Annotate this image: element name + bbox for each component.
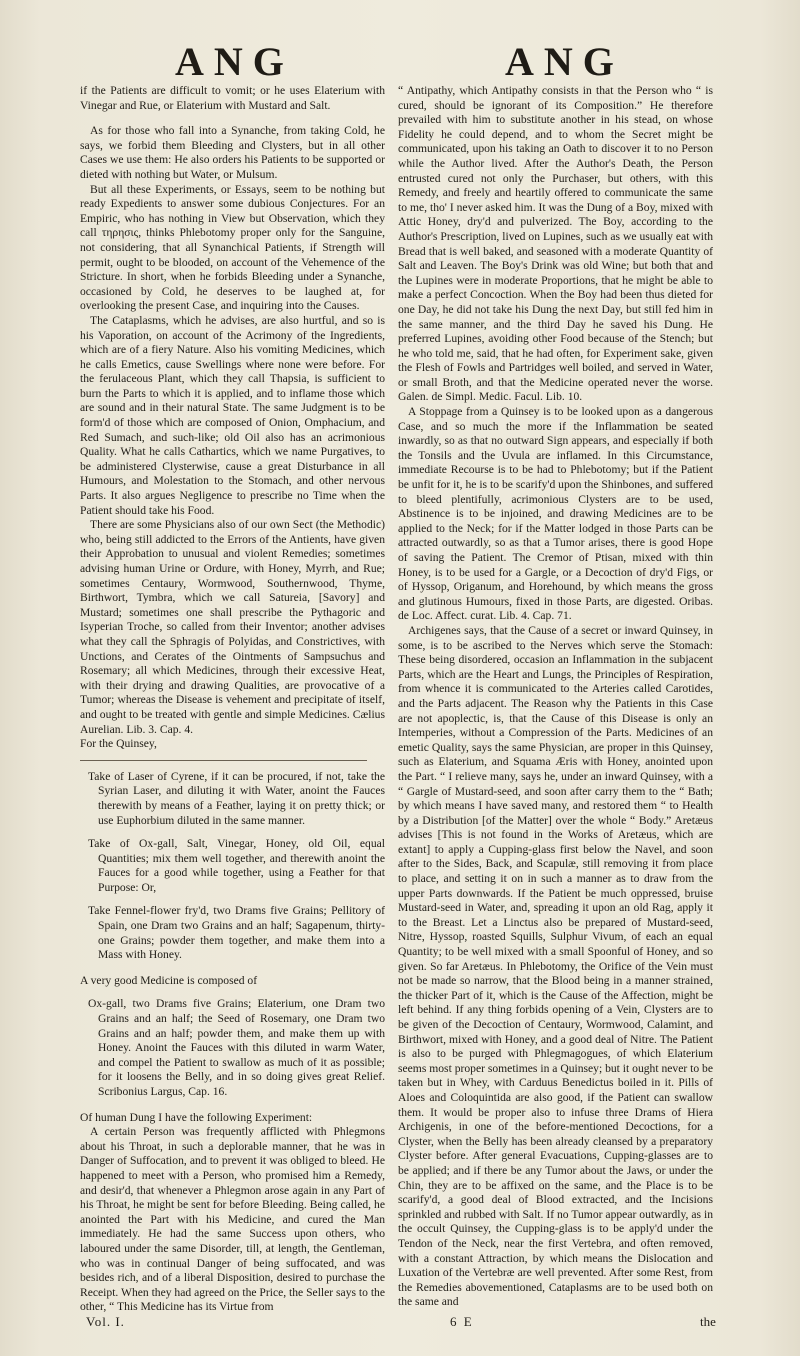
page-footer — [0, 1310, 800, 1334]
rule-divider — [80, 760, 367, 761]
paragraph: A certain Person was frequently afflicted with Phlegmons about his Throat, in such a deplorable manner, that he was in Danger of Suffocation, and to prevent it was obliged to bleed. He happened to meet with a Person, who promised him a Remedy, and desir'd, that whenever a Phlegmon arose again in any Part of his Throat, he might be sent for before Bleeding. Being called, he anointed the Part with his Medicine, and cured the Man immediately. He had the same Success upon others, who laboured under the same Disorder, till, at length, the Gentleman, who was in continual Danger of being suffocated, and was besides rich, and of a liberal Disposition, desired to purchase the Receipt. When they had agreed on the Price, the Seller says to the other, “ This Medicine has its Virtue from — [80, 1125, 385, 1314]
paragraph: “ Antipathy, which Antipathy consists in that the Person who “ is cured, should be ignorant of its Composition.” He therefore prevailed with him to substitute another in his stead, on whose Fidelity he could depend, and to whom the Secret might be communicated, upon his taking an Oath to discover it to no Person while the Author lived. After the Author's Death, the Person entrusted cured not only the Purchaser, but others, with this Remedy, and freely and heartily offered to communicate the same to me, tho' I never asked him. It was the Dung of a Boy, mixed with Attic Honey, dry'd and pulverized. The Boy, according to the Author's Prescription, lived on Lupines, such as we usually eat with Bread that is well baked, and seasoned with a moderate Quantity of Salt and Leaven. The Boy's Drink was old Wine; but both that and the Lupines were in moderate Proportions, that he might be able to make a perfect Concoction. When the Boy had been thus dieted for one Day, he did not take his Dung the next Day, but still fed him in the same manner, and the third Day he saved his Dung. He preferred Lupines, avoiding other Food because of the Stench; but he who told me, said, that he had often, for Experiment sake, given the Flesh of Fowls and Partridges well boiled, and served in Water, or small Broth, and that the Medicine operated never the worse. Galen. de Simpl. Medic. Facul. Lib. 10. — [398, 84, 713, 404]
right-column — [398, 84, 713, 1309]
left-column — [80, 84, 385, 1314]
recipe-paragraph: Take of Ox-gall, Salt, Vinegar, Honey, old Oil, equal Quantities; mix them well together, and therewith anoint the Fauces for a good while together, using a Feather for that Purpose: Or, — [88, 837, 385, 894]
paragraph: For the Quinsey, — [80, 737, 157, 751]
paragraph: if the Patients are difficult to vomit; or he uses Elaterium with Vinegar and Rue, or Elaterium with Mustard and Salt. — [80, 84, 385, 112]
running-head — [0, 40, 800, 84]
headword-left: ANG — [175, 39, 294, 84]
paragraph: Archigenes says, that the Cause of a secret or inward Quinsey, in some, is to be ascribed to the Nerves which serve the Stomach: These being disordered, occasion an Inflammation in the subjacent Parts, which are the Heart and Lungs, the Principles of Respiration, from whence it is communicated to the Arteries called Carotides, and the Parts adjacent. The Reason why the Patients in this Case are not apoplectic, is, that the Cause of this Disease is only an Intemperies, without a Compression of the Parts. Medicines of an emetic Quality, says the same Physician, are proper in this Quinsey, such as Elaterium, and Squama Æris with Honey, anointed upon the Part. “ I relieve many, says he, under an inward Quinsey, with a “ Gargle of Mustard-seed, and soon after carry them to the “ Bath; by which means I have saved many, and restored them “ to Health by a Distribution [of the Matter] over the whole “ Body.” Aretæus advises [This is not found in the Works of Aretæus, which are extant] to apply a Cupping-glass first below the Navel, and soon after to the Sides, Back, and Scapulæ, still removing it from place to place, and setting it on in such a manner as to draw from the upper Parts downwards. If the Patient be much oppressed, bruise Mustard-seed in Water, and, spreading it upon an old Rag, apply it to the Breast. Let a Linctus also be prepared of Mustard-seed, Nitre, Hyssop, roasted Squills, Sulphur Vivum, of each an equal Quantity; to be well mixed with a small Spoonful of Honey, and so given. So far Aretæus. In Phlebotomy, the Orifice of the Vein must not be made so narrow, that the Blood being in a manner strained, the thicker Part of it, which is the Cause of the Affection, might be left behind. If any thing forbids opening of a Vein, Clysters are to be given of the Decoction of Centaury, Wormwood, Calamint, and Birthwort, mixed with Honey, and a good deal of Nitre. The Patient is also to be purged with Phlegmagogues, of which Elaterium seems most proper sometimes in a Quinsey; but it ought never to be taken but in Whey, with Carduus Benedictus boiled in it. Pills of Aloes and Coloquintida are also good, if the Patient can swallow them. It would be proper also to infuse three Drams of Hiera Archigenis, in one of the before-mentioned Decoctions, for a Clyster, when the Belly has been already cleansed by a preparatory Clyster before. After general Evacuations, Cupping-glasses are to be applied; and if there be any Tumor about the Jaws, or under the Chin, they are to be affixed on the same, and the Place is to be scarify'd, a good deal of Blood extracted, and the Incisions sprinkled and rubbed with Salt. If no Tumor appear outwardly, as in the occult Quinsey, the Cupping-glass is to be apply'd under the Tendon of the Neck, near the first Vertebra, and often removed, with a constant Attraction, by which means the Dislocation and Luxation of the Vertebræ are well prevented. After some Rest, from the Remedies abovementioned, Cataplasms are to be used both on the same and — [398, 623, 713, 1309]
headword-right: ANG — [505, 39, 624, 84]
paragraph: A Stoppage from a Quinsey is to be looked upon as a dangerous Case, and so much the more if the Inflammation be seated inwardly, so as that no outward Sign appears, and especially if both the Tonsils and the Uvula are inflamed. In this Circumstance, immediate Recourse is to be had to Phlebotomy; but if the Patient be unfit for it, he is to be scarify'd upon the Shinbones, and suffered to bleed plentifully, acrimonious Clysters are to be used, Abstinence is to be injoined, and drawing Medicines are to be applied to the Neck; for if the Matter lodged in those Parts can be attracted outwardly, so as that a Tumor arises, there is good Hope of saving the Patient. The Cremor of Ptisan, mixed with thin Honey, is to be used for a Gargle, or a Decoction of dry'd Figs, or of Hyssop, Origanum, and Horehound, by which means the gross and glutinous Humours, fixed in those Parts, are digested. Oribas. de Loc. Affect. curat. Lib. 4. Cap. 71. — [398, 405, 713, 623]
paragraph: Of human Dung I have the following Experiment: — [80, 1110, 313, 1124]
paragraph: A very good Medicine is composed of — [80, 973, 258, 987]
recipe-paragraph: Take of Laser of Cyrene, if it can be procured, if not, take the Syrian Laser, and diluting it with Water, anoint the Fauces therewith by means of a Feather, laying it on pretty thick; or use Euphorbium diluted in the same manner. — [88, 769, 385, 827]
recipe-paragraph: Ox-gall, two Drams five Grains; Elaterium, one Dram two Grains and an half; the Seed of Rosemary, one Dram two Grains and an half; powder them, and make them up with Honey. Anoint the Fauces with this diluted in warm Water, and compel the Patient to swallow as much of it as possible; for it loosens the Belly, and in so doing gives great Relief. Scribonius Largus, Cap. 16. — [88, 997, 385, 1098]
paragraph: But all these Experiments, or Essays, seem to be nothing but ready Expedients to answer some dubious Conjectures. For an Empiric, who has nothing in View but Observation, which they call τηρησις, thinks Phlebotomy proper only for the Sanguine, not considering, that all Synanchical Patients, if Strength will permit, ought to be blooded, on account of the Vehemence of the Stricture. In short, when he forbids Bleeding under a Synanche, occasioned by Cold, he deserves to be laughed at, for overlooking the present Case, and inquiring into the Causes. — [80, 182, 385, 313]
recipe-paragraph: Take Fennel-flower fry'd, two Drams five Grains; Pellitory of Spain, one Dram two Grains and an half; Sagapenum, thirty-one Grains; powder them together, and make them into a Mass with Honey. — [88, 904, 385, 962]
paragraph: As for those who fall into a Synanche, from taking Cold, he says, we forbid them Bleeding and Clysters, but in all other Cases we use them: He also orders his Patients to be supported or dieted with nothing but Water, or Mulsum. — [80, 124, 385, 181]
paragraph: There are some Physicians also of our own Sect (the Methodic) who, being still addicted to the Errors of the Antients, have given their Approbation to unusual and violent Remedies; sometimes advising human Urine or Ordure, with Honey, Myrrh, and Rue; sometimes Centaury, Wormwood, Southernwood, Thyme, Birthwort, Tymbra, which we call Satureia, [Savory] and Mustard; sometimes one shall prescribe the Pythagoric and Isyperian Troche, so called from their Inventor; another advises what they call the Sphragis of Polyidas, and Constrictives, with Unctions, and Cerates of the Ointments of Sampsuchus and Rosemary; all which Medicines, through their excessive Heat, with their drying and drawing Qualities, are provocative of a Tumor; whereas the Disease is vehement and precipitate of itself, and ought to be treated with gentle and simple Medicines. Cælius Aurelian. Lib. 3. Cap. 4. — [80, 518, 385, 736]
catchword: the — [700, 1314, 716, 1329]
paragraph: The Cataplasms, which he advises, are also hurtful, and so is his Vaporation, on account of the Acrimony of the Ingredients, which are of a fiery Nature. Also his vomiting Medicines, which he calls Emetics, cause Swellings where none were before. For the ferulaceous Plant, which they call Thapsia, is sufficient to burn the Parts to which it is applied, and to inflame those which are sound and in their natural State. The same Judgment is to be form'd of those which are composed of Onion, Omphacium, and Red Sumach, and such-like; old Oil also has an acrimonious Quality. What he calls Cathartics, which we name Purgatives, to be administered Clysterwise, cause a great Disturbance in all Humours, and Molestation to the Stomach, and other nervous Parts. It also argues Negligence to prescribe no Time when the Patient should take his Food. — [80, 313, 385, 517]
signature-mark: 6 E — [450, 1314, 474, 1329]
volume-label: Vol. I. — [86, 1314, 125, 1329]
